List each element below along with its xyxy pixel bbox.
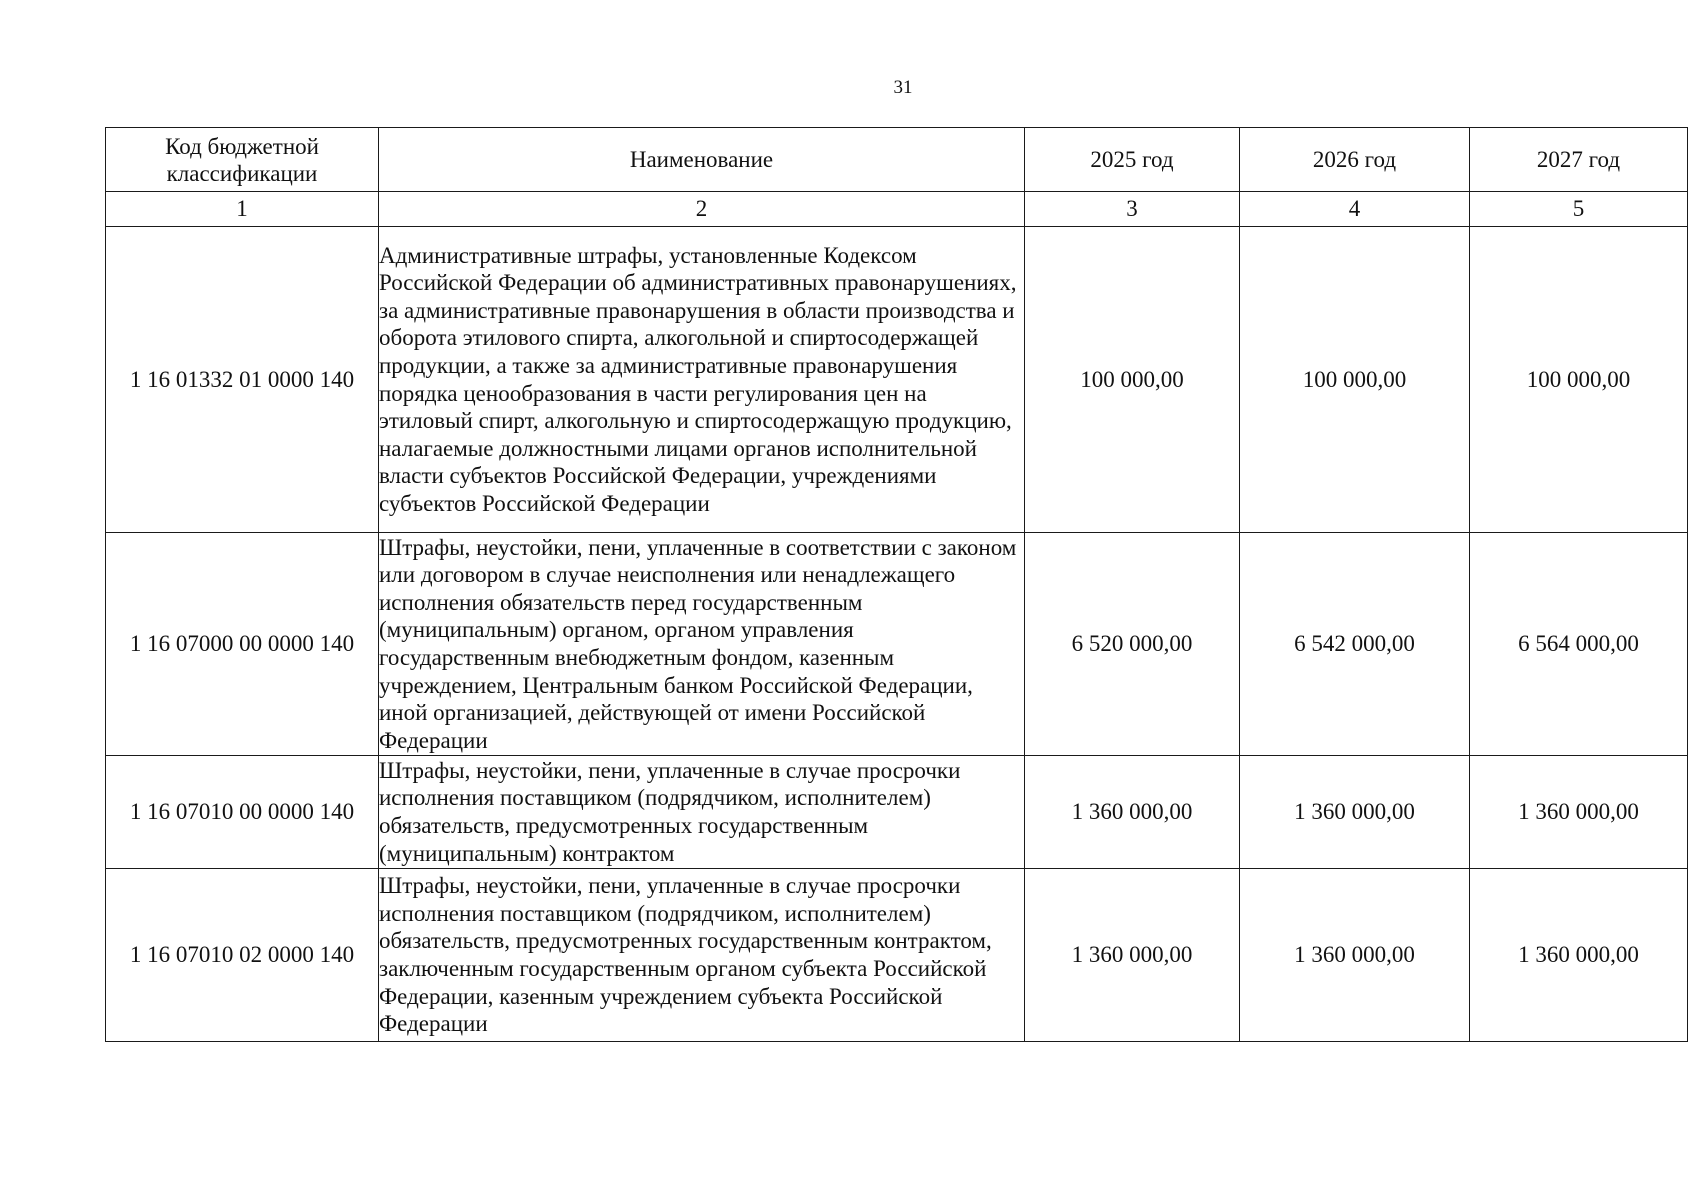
amount-2027-cell: 1 360 000,00 bbox=[1470, 869, 1688, 1042]
page-number: 31 bbox=[893, 77, 913, 98]
amount-2026-cell: 1 360 000,00 bbox=[1240, 869, 1470, 1042]
header-year-2027: 2027 год bbox=[1470, 128, 1688, 192]
name-cell: Штрафы, неустойки, пени, уплаченные в случае просрочки исполнения поставщиком (подрядчиком, исполнителем) обязательств, предусмотренных государственным контрактом, заключенным государственным органом субъекта Российской Федерации, казенным учреждением субъекта Российской Федерации bbox=[379, 869, 1025, 1042]
budget-code-cell: 1 16 07010 02 0000 140 bbox=[106, 869, 379, 1042]
header-name: Наименование bbox=[379, 128, 1025, 192]
amount-2025-cell: 6 520 000,00 bbox=[1025, 533, 1240, 756]
header-year-2025: 2025 год bbox=[1025, 128, 1240, 192]
amount-2027-cell: 100 000,00 bbox=[1470, 227, 1688, 533]
column-number: 1 bbox=[106, 192, 379, 227]
budget-code-cell: 1 16 07000 00 0000 140 bbox=[106, 533, 379, 756]
amount-2025-cell: 1 360 000,00 bbox=[1025, 869, 1240, 1042]
column-number-row bbox=[106, 192, 1688, 227]
table-header-row bbox=[106, 128, 1688, 192]
header-budget-code: Код бюджетной классификации bbox=[106, 128, 379, 192]
table-row bbox=[106, 227, 1688, 533]
amount-2027-cell: 1 360 000,00 bbox=[1470, 756, 1688, 869]
table-row bbox=[106, 533, 1688, 756]
name-cell: Административные штрафы, установленные Кодексом Российской Федерации об административных правонарушениях, за административные правонарушения в области производства и оборота этилового спирта, алкогольной и спиртосодержащей продукции, а также за административные правонарушения порядка ценообразования в части регулирования цен на этиловый спирт, алкогольную и спиртосодержащую продукцию, налагаемые должностными лицами органов исполнительной власти субъектов Российской Федерации, учреждениями субъектов Российской Федерации bbox=[379, 227, 1025, 533]
name-cell: Штрафы, неустойки, пени, уплаченные в соответствии с законом или договором в случае неисполнения или ненадлежащего исполнения обязательств перед государственным (муниципальным) органом, органом управления государственным внебюджетным фондом, казенным учреждением, Центральным банком Российской Федерации, иной организацией, действующей от имени Российской Федерации bbox=[379, 533, 1025, 756]
amount-2025-cell: 100 000,00 bbox=[1025, 227, 1240, 533]
amount-2026-cell: 6 542 000,00 bbox=[1240, 533, 1470, 756]
column-number: 5 bbox=[1470, 192, 1688, 227]
budget-code-cell: 1 16 01332 01 0000 140 bbox=[106, 227, 379, 533]
amount-2026-cell: 100 000,00 bbox=[1240, 227, 1470, 533]
column-number: 2 bbox=[379, 192, 1025, 227]
amount-2026-cell: 1 360 000,00 bbox=[1240, 756, 1470, 869]
header-year-2026: 2026 год bbox=[1240, 128, 1470, 192]
column-number: 3 bbox=[1025, 192, 1240, 227]
table-row bbox=[106, 756, 1688, 869]
name-cell: Штрафы, неустойки, пени, уплаченные в случае просрочки исполнения поставщиком (подрядчиком, исполнителем) обязательств, предусмотренных государственным (муниципальным) контрактом bbox=[379, 756, 1025, 869]
budget-revenue-table bbox=[105, 127, 1688, 1042]
table-row bbox=[106, 869, 1688, 1042]
column-number: 4 bbox=[1240, 192, 1470, 227]
budget-code-cell: 1 16 07010 00 0000 140 bbox=[106, 756, 379, 869]
amount-2025-cell: 1 360 000,00 bbox=[1025, 756, 1240, 869]
amount-2027-cell: 6 564 000,00 bbox=[1470, 533, 1688, 756]
